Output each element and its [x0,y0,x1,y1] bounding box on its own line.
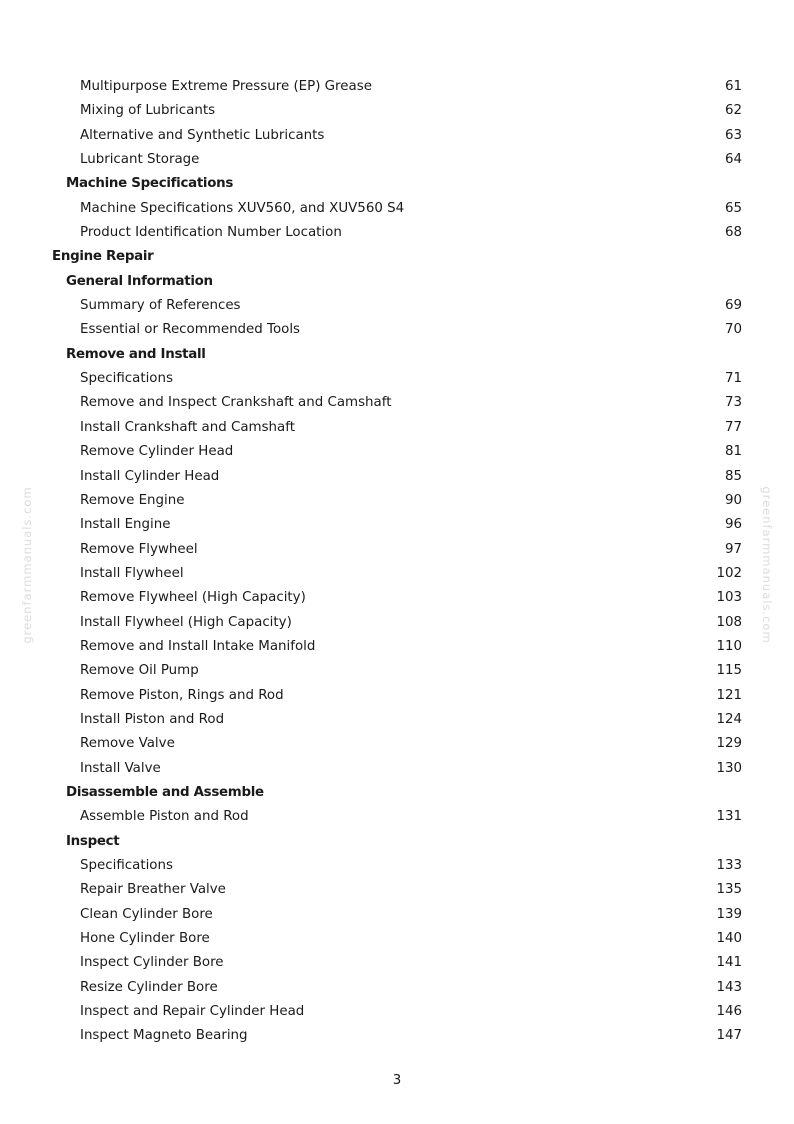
toc-entry-page: 64 [724,152,742,168]
toc-entry-page: 65 [724,200,742,216]
toc-entry-page: 73 [724,395,742,411]
toc-entry-title: Inspect [66,833,120,849]
toc-entry-title: Install Flywheel [80,565,184,581]
toc-entry[interactable] [0,294,794,318]
toc-entry-title: Multipurpose Extreme Pressure (EP) Grease [80,79,372,94]
toc-entry-title: Remove Flywheel [80,541,198,557]
toc-entry[interactable] [0,927,794,951]
toc-entry-title: Remove Flywheel (High Capacity) [80,590,306,606]
toc-entry-page: 97 [724,541,742,557]
toc-entry[interactable] [0,1024,794,1048]
toc-entry-page: 140 [716,931,742,947]
toc-entry-title: Machine Specifications [66,176,234,192]
table-of-contents [0,75,794,1049]
toc-entry-title: Inspect Magneto Bearing [80,1028,248,1044]
toc-entry[interactable] [0,854,794,878]
toc-entry[interactable] [0,684,794,708]
toc-entry-page: 121 [716,687,742,703]
toc-section-heading[interactable] [0,830,794,854]
toc-entry-page: 63 [724,127,742,143]
toc-section-heading[interactable] [0,245,794,269]
toc-entry-page: 71 [724,371,742,387]
toc-entry[interactable] [0,732,794,756]
toc-entry-page: 69 [724,298,742,314]
toc-entry-page: 135 [716,882,742,898]
toc-entry-page: 146 [716,1004,742,1020]
toc-entry-page: 70 [724,322,742,338]
toc-section-heading[interactable] [0,781,794,805]
toc-entry[interactable] [0,1000,794,1024]
toc-entry-title: Remove Cylinder Head [80,444,234,460]
toc-entry-title: Machine Specifications XUV560, and XUV560 S4 [80,200,405,216]
toc-entry[interactable] [0,659,794,683]
toc-entry-page: 139 [716,906,742,922]
toc-entry-page: 110 [716,638,742,654]
toc-entry[interactable] [0,221,794,245]
toc-section-heading[interactable] [0,270,794,294]
toc-entry[interactable] [0,878,794,902]
toc-entry-page: 130 [716,760,742,776]
toc-entry-page: 68 [724,225,742,241]
toc-entry-title: Clean Cylinder Bore [80,906,213,922]
toc-entry[interactable] [0,440,794,464]
toc-entry-title: Essential or Recommended Tools [80,322,301,338]
toc-entry-page: 115 [716,663,742,679]
toc-section-heading[interactable] [0,172,794,196]
toc-entry[interactable] [0,586,794,610]
toc-entry[interactable] [0,318,794,342]
toc-entry-title: Hone Cylinder Bore [80,931,210,947]
watermark-right: greenfarmmanuals.com [760,486,774,644]
toc-entry-page: 81 [724,444,742,460]
toc-entry-title: Assemble Piston and Rod [80,809,249,825]
toc-entry-page: 62 [724,103,742,119]
toc-entry[interactable] [0,513,794,537]
toc-entry[interactable] [0,197,794,221]
toc-entry-title: Disassemble and Assemble [66,784,264,800]
toc-entry-title: Mixing of Lubricants [80,103,216,119]
toc-entry-page: 90 [724,492,742,508]
toc-entry-title: Install Engine [80,517,171,533]
toc-entry-title: Install Crankshaft and Camshaft [80,419,295,435]
toc-entry[interactable] [0,903,794,927]
toc-entry-title: Remove Piston, Rings and Rod [80,687,284,703]
toc-entry-page: 133 [716,858,742,873]
page-number: 3 [392,1073,402,1088]
toc-entry-title: Install Piston and Rod [80,711,225,727]
toc-entry-title: Remove Oil Pump [80,663,199,679]
toc-entry-title: Remove Engine [80,492,185,508]
toc-entry-title: Repair Breather Valve [80,882,226,898]
toc-entry-title: Specifications [80,858,173,873]
toc-entry-title: Remove and Inspect Crankshaft and Camshaft [80,395,392,411]
toc-entry[interactable] [0,757,794,781]
toc-entry-title: Inspect Cylinder Bore [80,955,224,971]
toc-entry-page: 85 [724,468,742,484]
toc-entry-page: 141 [716,955,742,971]
toc-entry[interactable] [0,976,794,1000]
toc-entry-title: Remove Valve [80,736,175,752]
toc-entry-page: 103 [716,590,742,606]
toc-entry[interactable] [0,611,794,635]
toc-entry-page: 147 [716,1028,742,1044]
toc-entry-title: Product Identification Number Location [80,225,342,241]
toc-entry-title: Summary of References [80,298,241,314]
toc-entry-title: Engine Repair [52,249,154,265]
toc-entry-page: 102 [716,565,742,581]
toc-entry[interactable] [0,465,794,489]
toc-entry[interactable] [0,124,794,148]
toc-entry-title: Specifications [80,371,173,387]
toc-entry[interactable] [0,99,794,123]
toc-entry-page: 143 [716,979,742,995]
toc-entry-title: General Information [66,273,213,289]
toc-entry[interactable] [0,538,794,562]
toc-entry-title: Lubricant Storage [80,152,200,168]
toc-entry-page: 96 [724,517,742,533]
toc-entry-page: 131 [716,809,742,825]
toc-entry-title: Install Flywheel (High Capacity) [80,614,292,630]
toc-entry[interactable] [0,75,794,99]
toc-entry-title: Resize Cylinder Bore [80,979,218,995]
toc-entry-title: Alternative and Synthetic Lubricants [80,127,325,143]
toc-entry[interactable] [0,635,794,659]
toc-entry[interactable] [0,148,794,172]
toc-entry[interactable] [0,367,794,391]
watermark-left: greenfarmmanuals.com [20,486,34,644]
toc-entry-page: 61 [724,79,742,94]
toc-entry[interactable] [0,805,794,829]
toc-entry[interactable] [0,489,794,513]
toc-entry[interactable] [0,391,794,415]
toc-entry-title: Remove and Install Intake Manifold [80,638,316,654]
toc-entry[interactable] [0,562,794,586]
toc-entry-page: 108 [716,614,742,630]
toc-entry-title: Install Cylinder Head [80,468,220,484]
toc-entry[interactable] [0,708,794,732]
toc-entry-title: Remove and Install [66,346,206,362]
toc-entry[interactable] [0,416,794,440]
toc-entry-page: 77 [724,419,742,435]
toc-entry-page: 124 [716,711,742,727]
toc-entry-page: 129 [716,736,742,752]
toc-entry-title: Install Valve [80,760,161,776]
toc-entry[interactable] [0,951,794,975]
toc-section-heading[interactable] [0,343,794,367]
toc-entry-title: Inspect and Repair Cylinder Head [80,1004,305,1020]
